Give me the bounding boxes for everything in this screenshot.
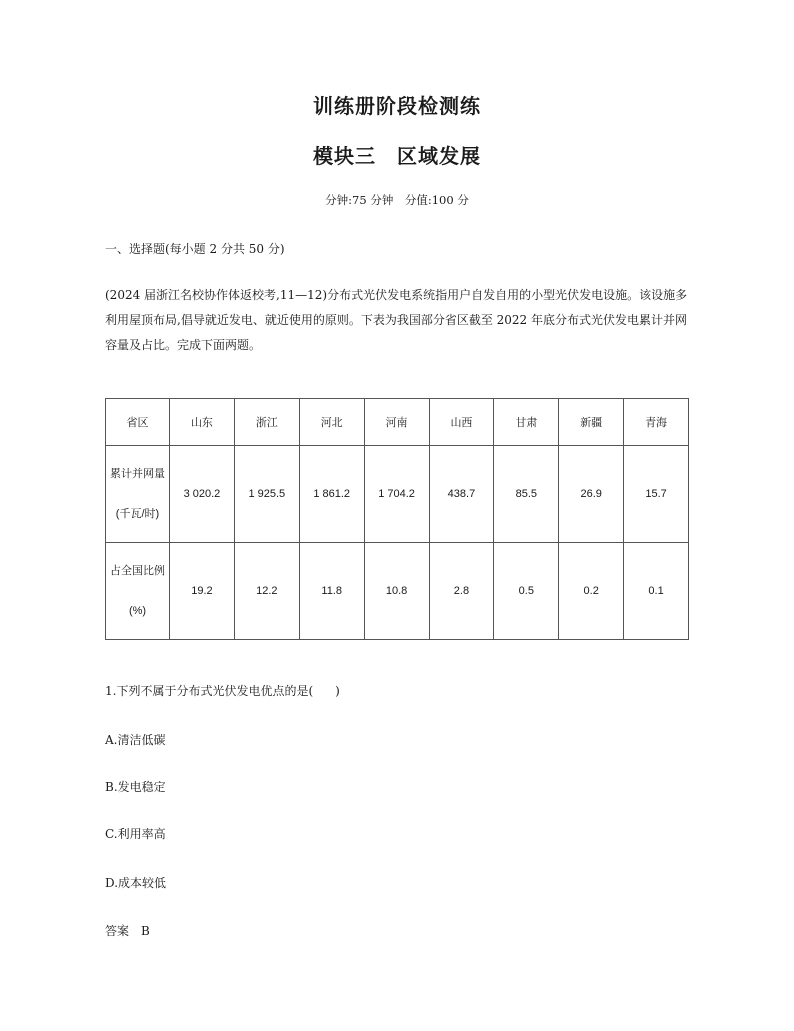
answer-line: 答案 B <box>105 924 150 938</box>
table-header-cell: 省区 <box>106 399 170 446</box>
table-cell: 19.2 <box>170 543 235 640</box>
table-row <box>106 446 689 543</box>
row-label-unit: (千瓦/时) <box>115 508 160 520</box>
table-cell: 438.7 <box>429 446 494 543</box>
table-header-cell: 河北 <box>299 399 364 446</box>
question-stem <box>105 682 340 699</box>
table-header-cell: 河南 <box>364 399 429 446</box>
row-label: 占全国比例 <box>110 565 165 577</box>
table-header-cell: 新疆 <box>559 399 624 446</box>
pv-capacity-table <box>105 398 689 640</box>
table-cell: 3 020.2 <box>170 446 235 543</box>
table-cell: 0.5 <box>494 543 559 640</box>
table-cell: 12.2 <box>234 543 299 640</box>
row-label-cell <box>106 446 170 543</box>
table-header-cell: 浙江 <box>234 399 299 446</box>
page-title: 训练册阶段检测练 <box>313 94 481 118</box>
question-text: 1.下列不属于分布式光伏发电优点的是( <box>105 684 314 698</box>
row-label: 累计并网量 <box>110 468 165 480</box>
table-header-cell: 青海 <box>624 399 689 446</box>
table-cell: 1 704.2 <box>364 446 429 543</box>
module-title: 模块三 区域发展 <box>313 144 481 168</box>
time-score-info: 分钟:75 分钟 分值:100 分 <box>325 193 469 207</box>
question-text-end: ) <box>335 684 340 698</box>
section-heading: 一、选择题(每小题 2 分共 50 分) <box>105 242 285 256</box>
passage-line: 容量及占比。完成下面两题。 <box>105 338 262 352</box>
passage-line: (2024 届浙江名校协作体返校考,11—12)分布式光伏发电系统指用户自发自用的小型光伏发电设施。该设施多 <box>105 288 688 302</box>
table-cell: 2.8 <box>429 543 494 640</box>
table-cell: 15.7 <box>624 446 689 543</box>
option-a: A.清洁低碳 <box>105 733 166 747</box>
table-cell: 0.2 <box>559 543 624 640</box>
question-passage <box>105 283 695 358</box>
option-b: B.发电稳定 <box>105 780 166 794</box>
table-cell: 11.8 <box>299 543 364 640</box>
table-header-cell: 甘肃 <box>494 399 559 446</box>
table-header-cell: 山东 <box>170 399 235 446</box>
table-cell: 0.1 <box>624 543 689 640</box>
table-cell: 10.8 <box>364 543 429 640</box>
passage-line: 利用屋顶布局,倡导就近发电、就近使用的原则。下表为我国部分省区截至 2022 年底分布式光伏发电累计并网 <box>105 313 687 327</box>
option-d: D.成本较低 <box>105 876 167 890</box>
table-cell: 1 861.2 <box>299 446 364 543</box>
option-c: C.利用率高 <box>105 827 166 841</box>
table-cell: 1 925.5 <box>234 446 299 543</box>
table-cell: 26.9 <box>559 446 624 543</box>
table-header-cell: 山西 <box>429 399 494 446</box>
table-header-row <box>106 399 689 446</box>
table-row <box>106 543 689 640</box>
row-label-unit: (%) <box>128 605 147 617</box>
table-cell: 85.5 <box>494 446 559 543</box>
row-label-cell <box>106 543 170 640</box>
